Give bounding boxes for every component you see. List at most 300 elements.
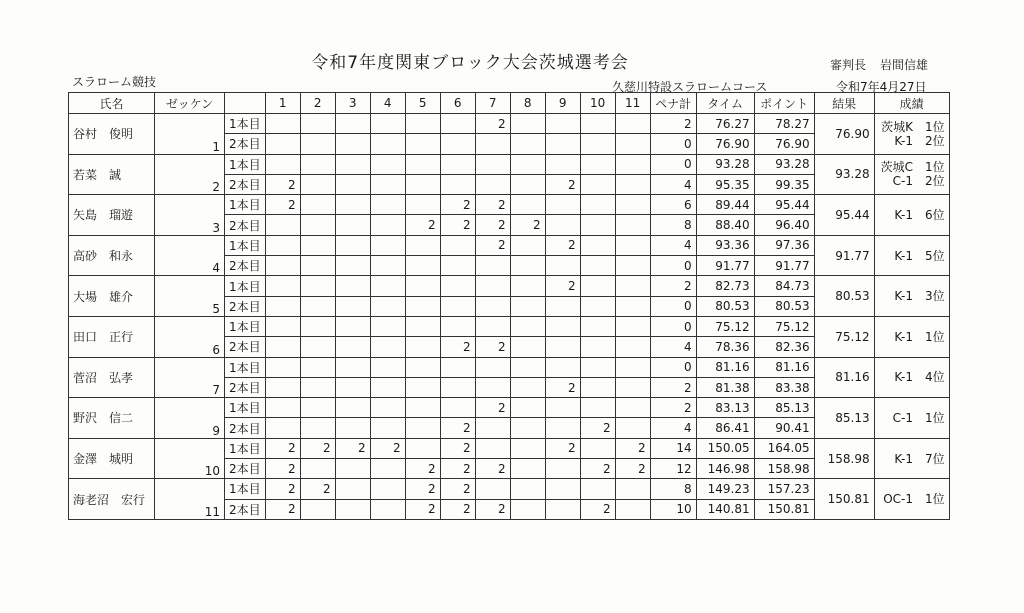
gate-penalty: [545, 357, 580, 377]
gate-penalty: [615, 418, 650, 438]
run-time: 76.90: [696, 134, 754, 154]
gate-penalty: [580, 398, 615, 418]
ranking: [874, 195, 949, 236]
gate-penalty: 2: [475, 398, 510, 418]
final-result: 81.16: [814, 357, 874, 398]
gate-penalty: [335, 499, 370, 519]
bib-number: 11: [155, 479, 225, 520]
gate-penalty: [370, 256, 405, 276]
gate-penalty: [335, 337, 370, 357]
gate-penalty: [545, 479, 580, 499]
gate-penalty: [440, 154, 475, 174]
ranking: [874, 479, 949, 520]
athlete-name: 高砂 和永: [69, 235, 155, 276]
gate-penalty: [510, 357, 545, 377]
penalty-total: 0: [650, 256, 696, 276]
final-result: 158.98: [814, 438, 874, 479]
run-time: 91.77: [696, 256, 754, 276]
gate-penalty: [335, 276, 370, 296]
run-points: 93.28: [754, 154, 814, 174]
run-points: 82.36: [754, 337, 814, 357]
gate-penalty: [615, 256, 650, 276]
gate-penalty: [335, 296, 370, 316]
gate-penalty: [615, 296, 650, 316]
ranking-line: C-1 2位: [892, 174, 945, 189]
gate-penalty: [440, 134, 475, 154]
run-label: 1本目: [225, 276, 266, 296]
penalty-total: 14: [650, 438, 696, 458]
col-run: [225, 93, 266, 114]
gate-penalty: [475, 296, 510, 316]
col-result: 結果: [814, 93, 874, 114]
gate-penalty: [545, 296, 580, 316]
gate-penalty: [580, 316, 615, 336]
ranking-line: K-1 5位: [894, 248, 945, 263]
gate-penalty: [335, 357, 370, 377]
event-date: 令和7年4月27日: [836, 80, 927, 94]
run-points: 158.98: [754, 459, 814, 479]
ranking-line: K-1 2位: [894, 133, 945, 148]
gate-penalty: [265, 377, 300, 397]
run-points: 91.77: [754, 256, 814, 276]
gate-penalty: 2: [370, 438, 405, 458]
final-result: 75.12: [814, 316, 874, 357]
table-row: [69, 154, 950, 174]
bib-number: 10: [155, 438, 225, 479]
gate-penalty: [405, 296, 440, 316]
run-points: 75.12: [754, 316, 814, 336]
gate-penalty: [335, 114, 370, 134]
penalty-total: 2: [650, 276, 696, 296]
run-time: 83.13: [696, 398, 754, 418]
ranking: [874, 276, 949, 317]
gate-penalty: 2: [475, 195, 510, 215]
gate-penalty: 2: [475, 215, 510, 235]
gate-penalty: 2: [335, 438, 370, 458]
col-gate: 11: [615, 93, 650, 114]
bib-number: 9: [155, 398, 225, 439]
final-result: 93.28: [814, 154, 874, 195]
penalty-total: 4: [650, 418, 696, 438]
event-name: スラローム競技: [72, 75, 157, 89]
gate-penalty: [475, 174, 510, 194]
col-gate: 8: [510, 93, 545, 114]
gate-penalty: [300, 235, 335, 255]
gate-penalty: 2: [405, 479, 440, 499]
run-label: 2本目: [225, 296, 266, 316]
gate-penalty: [615, 316, 650, 336]
gate-penalty: [545, 154, 580, 174]
gate-penalty: 2: [440, 215, 475, 235]
gate-penalty: [405, 114, 440, 134]
run-points: 81.16: [754, 357, 814, 377]
gate-penalty: 2: [580, 499, 615, 519]
gate-penalty: 2: [475, 337, 510, 357]
table-row: [69, 276, 950, 296]
gate-penalty: 2: [440, 499, 475, 519]
gate-penalty: [265, 296, 300, 316]
gate-penalty: [440, 276, 475, 296]
run-time: 78.36: [696, 337, 754, 357]
run-time: 81.16: [696, 357, 754, 377]
gate-penalty: [615, 499, 650, 519]
ranking: [874, 114, 949, 155]
final-result: 95.44: [814, 195, 874, 236]
gate-penalty: 2: [265, 459, 300, 479]
col-penalty: ペナ計: [650, 93, 696, 114]
run-time: 150.05: [696, 438, 754, 458]
gate-penalty: [475, 256, 510, 276]
gate-penalty: [615, 134, 650, 154]
gate-penalty: [510, 154, 545, 174]
bib-number: 5: [155, 276, 225, 317]
gate-penalty: 2: [440, 479, 475, 499]
athlete-name: 若菜 誠: [69, 154, 155, 195]
gate-penalty: [580, 479, 615, 499]
gate-penalty: 2: [300, 479, 335, 499]
ranking-line: C-1 1位: [892, 410, 945, 425]
gate-penalty: [510, 377, 545, 397]
gate-penalty: [370, 377, 405, 397]
gate-penalty: [405, 418, 440, 438]
final-result: 91.77: [814, 235, 874, 276]
run-time: 86.41: [696, 418, 754, 438]
col-gate: 3: [335, 93, 370, 114]
run-label: 2本目: [225, 337, 266, 357]
penalty-total: 0: [650, 357, 696, 377]
run-label: 2本目: [225, 134, 266, 154]
bib-number: 3: [155, 195, 225, 236]
gate-penalty: [370, 134, 405, 154]
course-name: 久慈川特設スラロームコース: [612, 80, 768, 94]
gate-penalty: [440, 235, 475, 255]
run-points: 83.38: [754, 377, 814, 397]
gate-penalty: [300, 256, 335, 276]
gate-penalty: [265, 215, 300, 235]
gate-penalty: [405, 235, 440, 255]
gate-penalty: [545, 195, 580, 215]
table-row: [69, 438, 950, 458]
gate-penalty: [615, 114, 650, 134]
chief-judge-label: 審判長: [830, 58, 867, 72]
col-gate: 10: [580, 93, 615, 114]
gate-penalty: [300, 276, 335, 296]
gate-penalty: [300, 114, 335, 134]
ranking: [874, 235, 949, 276]
gate-penalty: [405, 276, 440, 296]
gate-penalty: [370, 174, 405, 194]
gate-penalty: 2: [265, 499, 300, 519]
penalty-total: 4: [650, 337, 696, 357]
gate-penalty: [265, 337, 300, 357]
ranking-line: K-1 6位: [894, 207, 945, 222]
table-row: [69, 398, 950, 418]
gate-penalty: [370, 499, 405, 519]
bib-number: 7: [155, 357, 225, 398]
gate-penalty: [335, 418, 370, 438]
gate-penalty: [615, 195, 650, 215]
gate-penalty: [405, 174, 440, 194]
gate-penalty: [335, 459, 370, 479]
gate-penalty: [300, 337, 335, 357]
gate-penalty: [300, 377, 335, 397]
gate-penalty: [615, 215, 650, 235]
penalty-total: 0: [650, 134, 696, 154]
gate-penalty: 2: [580, 418, 615, 438]
gate-penalty: 2: [405, 215, 440, 235]
penalty-total: 12: [650, 459, 696, 479]
gate-penalty: [580, 296, 615, 316]
gate-penalty: 2: [440, 195, 475, 215]
col-bib: ゼッケン: [155, 93, 225, 114]
gate-penalty: [615, 357, 650, 377]
athlete-name: 菅沼 弘孝: [69, 357, 155, 398]
gate-penalty: 2: [545, 377, 580, 397]
gate-penalty: [545, 337, 580, 357]
athlete-name: 海老沼 宏行: [69, 479, 155, 520]
run-time: 76.27: [696, 114, 754, 134]
col-gate: 7: [475, 93, 510, 114]
gate-penalty: 2: [440, 418, 475, 438]
gate-penalty: [510, 235, 545, 255]
gate-penalty: [580, 276, 615, 296]
ranking: [874, 316, 949, 357]
run-label: 2本目: [225, 174, 266, 194]
document-title: 令和7年度関東ブロック大会茨城選考会: [311, 53, 629, 73]
gate-penalty: [580, 256, 615, 276]
gate-penalty: [615, 479, 650, 499]
gate-penalty: [615, 276, 650, 296]
gate-penalty: [510, 337, 545, 357]
gate-penalty: [265, 235, 300, 255]
gate-penalty: [545, 256, 580, 276]
gate-penalty: [440, 398, 475, 418]
gate-penalty: 2: [405, 499, 440, 519]
gate-penalty: [370, 316, 405, 336]
penalty-total: 4: [650, 174, 696, 194]
gate-penalty: 2: [300, 438, 335, 458]
gate-penalty: [370, 337, 405, 357]
table-row: [69, 195, 950, 215]
results-body: [69, 114, 950, 520]
gate-penalty: [335, 154, 370, 174]
gate-penalty: [440, 316, 475, 336]
gate-penalty: [335, 256, 370, 276]
gate-penalty: [510, 438, 545, 458]
table-row: [69, 235, 950, 255]
run-label: 1本目: [225, 398, 266, 418]
gate-penalty: [335, 377, 370, 397]
table-row: [69, 357, 950, 377]
gate-penalty: [545, 134, 580, 154]
ranking: [874, 357, 949, 398]
run-points: 97.36: [754, 235, 814, 255]
gate-penalty: 2: [475, 114, 510, 134]
col-gate: 6: [440, 93, 475, 114]
gate-penalty: [265, 357, 300, 377]
run-points: 164.05: [754, 438, 814, 458]
penalty-total: 2: [650, 114, 696, 134]
gate-penalty: [510, 459, 545, 479]
athlete-name: 谷村 俊明: [69, 114, 155, 155]
bib-number: 2: [155, 154, 225, 195]
run-label: 2本目: [225, 377, 266, 397]
run-points: 76.90: [754, 134, 814, 154]
gate-penalty: 2: [545, 235, 580, 255]
gate-penalty: [510, 499, 545, 519]
gate-penalty: [615, 174, 650, 194]
gate-penalty: [265, 154, 300, 174]
gate-penalty: [580, 174, 615, 194]
col-gate: 1: [265, 93, 300, 114]
penalty-total: 6: [650, 195, 696, 215]
gate-penalty: [335, 316, 370, 336]
run-points: 85.13: [754, 398, 814, 418]
ranking: [874, 398, 949, 439]
ranking: [874, 438, 949, 479]
penalty-total: 0: [650, 296, 696, 316]
final-result: 85.13: [814, 398, 874, 439]
bib-number: 6: [155, 316, 225, 357]
run-points: 80.53: [754, 296, 814, 316]
gate-penalty: [265, 316, 300, 336]
gate-penalty: [300, 174, 335, 194]
gate-penalty: [300, 195, 335, 215]
penalty-total: 4: [650, 235, 696, 255]
gate-penalty: [510, 114, 545, 134]
run-points: 84.73: [754, 276, 814, 296]
gate-penalty: [475, 438, 510, 458]
col-gate: 9: [545, 93, 580, 114]
run-time: 89.44: [696, 195, 754, 215]
final-result: 80.53: [814, 276, 874, 317]
gate-penalty: [510, 479, 545, 499]
col-name: 氏名: [69, 93, 155, 114]
gate-penalty: 2: [265, 174, 300, 194]
gate-penalty: [475, 154, 510, 174]
gate-penalty: [300, 134, 335, 154]
final-result: 150.81: [814, 479, 874, 520]
gate-penalty: [405, 256, 440, 276]
gate-penalty: [300, 296, 335, 316]
ranking-line: K-1 3位: [894, 289, 945, 304]
penalty-total: 2: [650, 377, 696, 397]
penalty-total: 2: [650, 398, 696, 418]
gate-penalty: [510, 174, 545, 194]
gate-penalty: [440, 256, 475, 276]
run-time: 140.81: [696, 499, 754, 519]
gate-penalty: [370, 296, 405, 316]
run-points: 90.41: [754, 418, 814, 438]
gate-penalty: [300, 357, 335, 377]
header-row: [69, 93, 950, 114]
gate-penalty: [510, 134, 545, 154]
gate-penalty: [335, 195, 370, 215]
run-label: 1本目: [225, 316, 266, 336]
gate-penalty: [300, 459, 335, 479]
col-ranking: 成績: [874, 93, 949, 114]
gate-penalty: [370, 215, 405, 235]
gate-penalty: [370, 114, 405, 134]
run-points: 78.27: [754, 114, 814, 134]
run-label: 2本目: [225, 418, 266, 438]
gate-penalty: [545, 215, 580, 235]
gate-penalty: [300, 215, 335, 235]
gate-penalty: [580, 114, 615, 134]
run-label: 2本目: [225, 499, 266, 519]
gate-penalty: [580, 235, 615, 255]
run-points: 150.81: [754, 499, 814, 519]
run-label: 1本目: [225, 357, 266, 377]
gate-penalty: [370, 357, 405, 377]
gate-penalty: [545, 499, 580, 519]
run-label: 1本目: [225, 438, 266, 458]
gate-penalty: [475, 377, 510, 397]
gate-penalty: [405, 398, 440, 418]
run-time: 82.73: [696, 276, 754, 296]
gate-penalty: [265, 256, 300, 276]
gate-penalty: [300, 398, 335, 418]
athlete-name: 金澤 城明: [69, 438, 155, 479]
gate-penalty: [510, 195, 545, 215]
gate-penalty: [615, 154, 650, 174]
gate-penalty: [510, 256, 545, 276]
gate-penalty: [335, 235, 370, 255]
gate-penalty: [405, 316, 440, 336]
gate-penalty: 2: [265, 438, 300, 458]
gate-penalty: [545, 459, 580, 479]
gate-penalty: [300, 418, 335, 438]
gate-penalty: [335, 134, 370, 154]
gate-penalty: [440, 114, 475, 134]
run-time: 95.35: [696, 174, 754, 194]
run-points: 157.23: [754, 479, 814, 499]
run-label: 2本目: [225, 459, 266, 479]
ranking-line: 茨城C 1位: [880, 160, 945, 175]
gate-penalty: [370, 154, 405, 174]
athlete-name: 野沢 信二: [69, 398, 155, 439]
gate-penalty: [265, 398, 300, 418]
gate-penalty: [370, 459, 405, 479]
results-table: [68, 92, 950, 520]
gate-penalty: 2: [265, 195, 300, 215]
table-row: [69, 316, 950, 336]
gate-penalty: [545, 398, 580, 418]
gate-penalty: 2: [545, 276, 580, 296]
gate-penalty: [370, 276, 405, 296]
gate-penalty: 2: [440, 459, 475, 479]
gate-penalty: [475, 418, 510, 438]
chief-judge: [830, 56, 942, 73]
run-time: 149.23: [696, 479, 754, 499]
ranking-line: K-1 7位: [894, 451, 945, 466]
athlete-name: 大場 雄介: [69, 276, 155, 317]
gate-penalty: [440, 296, 475, 316]
bib-number: 1: [155, 114, 225, 155]
run-label: 2本目: [225, 215, 266, 235]
gate-penalty: 2: [615, 438, 650, 458]
gate-penalty: [580, 134, 615, 154]
gate-penalty: [615, 377, 650, 397]
gate-penalty: [335, 479, 370, 499]
final-result: 76.90: [814, 114, 874, 155]
gate-penalty: [475, 357, 510, 377]
penalty-total: 0: [650, 316, 696, 336]
gate-penalty: [370, 398, 405, 418]
gate-penalty: 2: [545, 174, 580, 194]
ranking-line: OC-1 1位: [883, 492, 945, 507]
table-row: [69, 479, 950, 499]
